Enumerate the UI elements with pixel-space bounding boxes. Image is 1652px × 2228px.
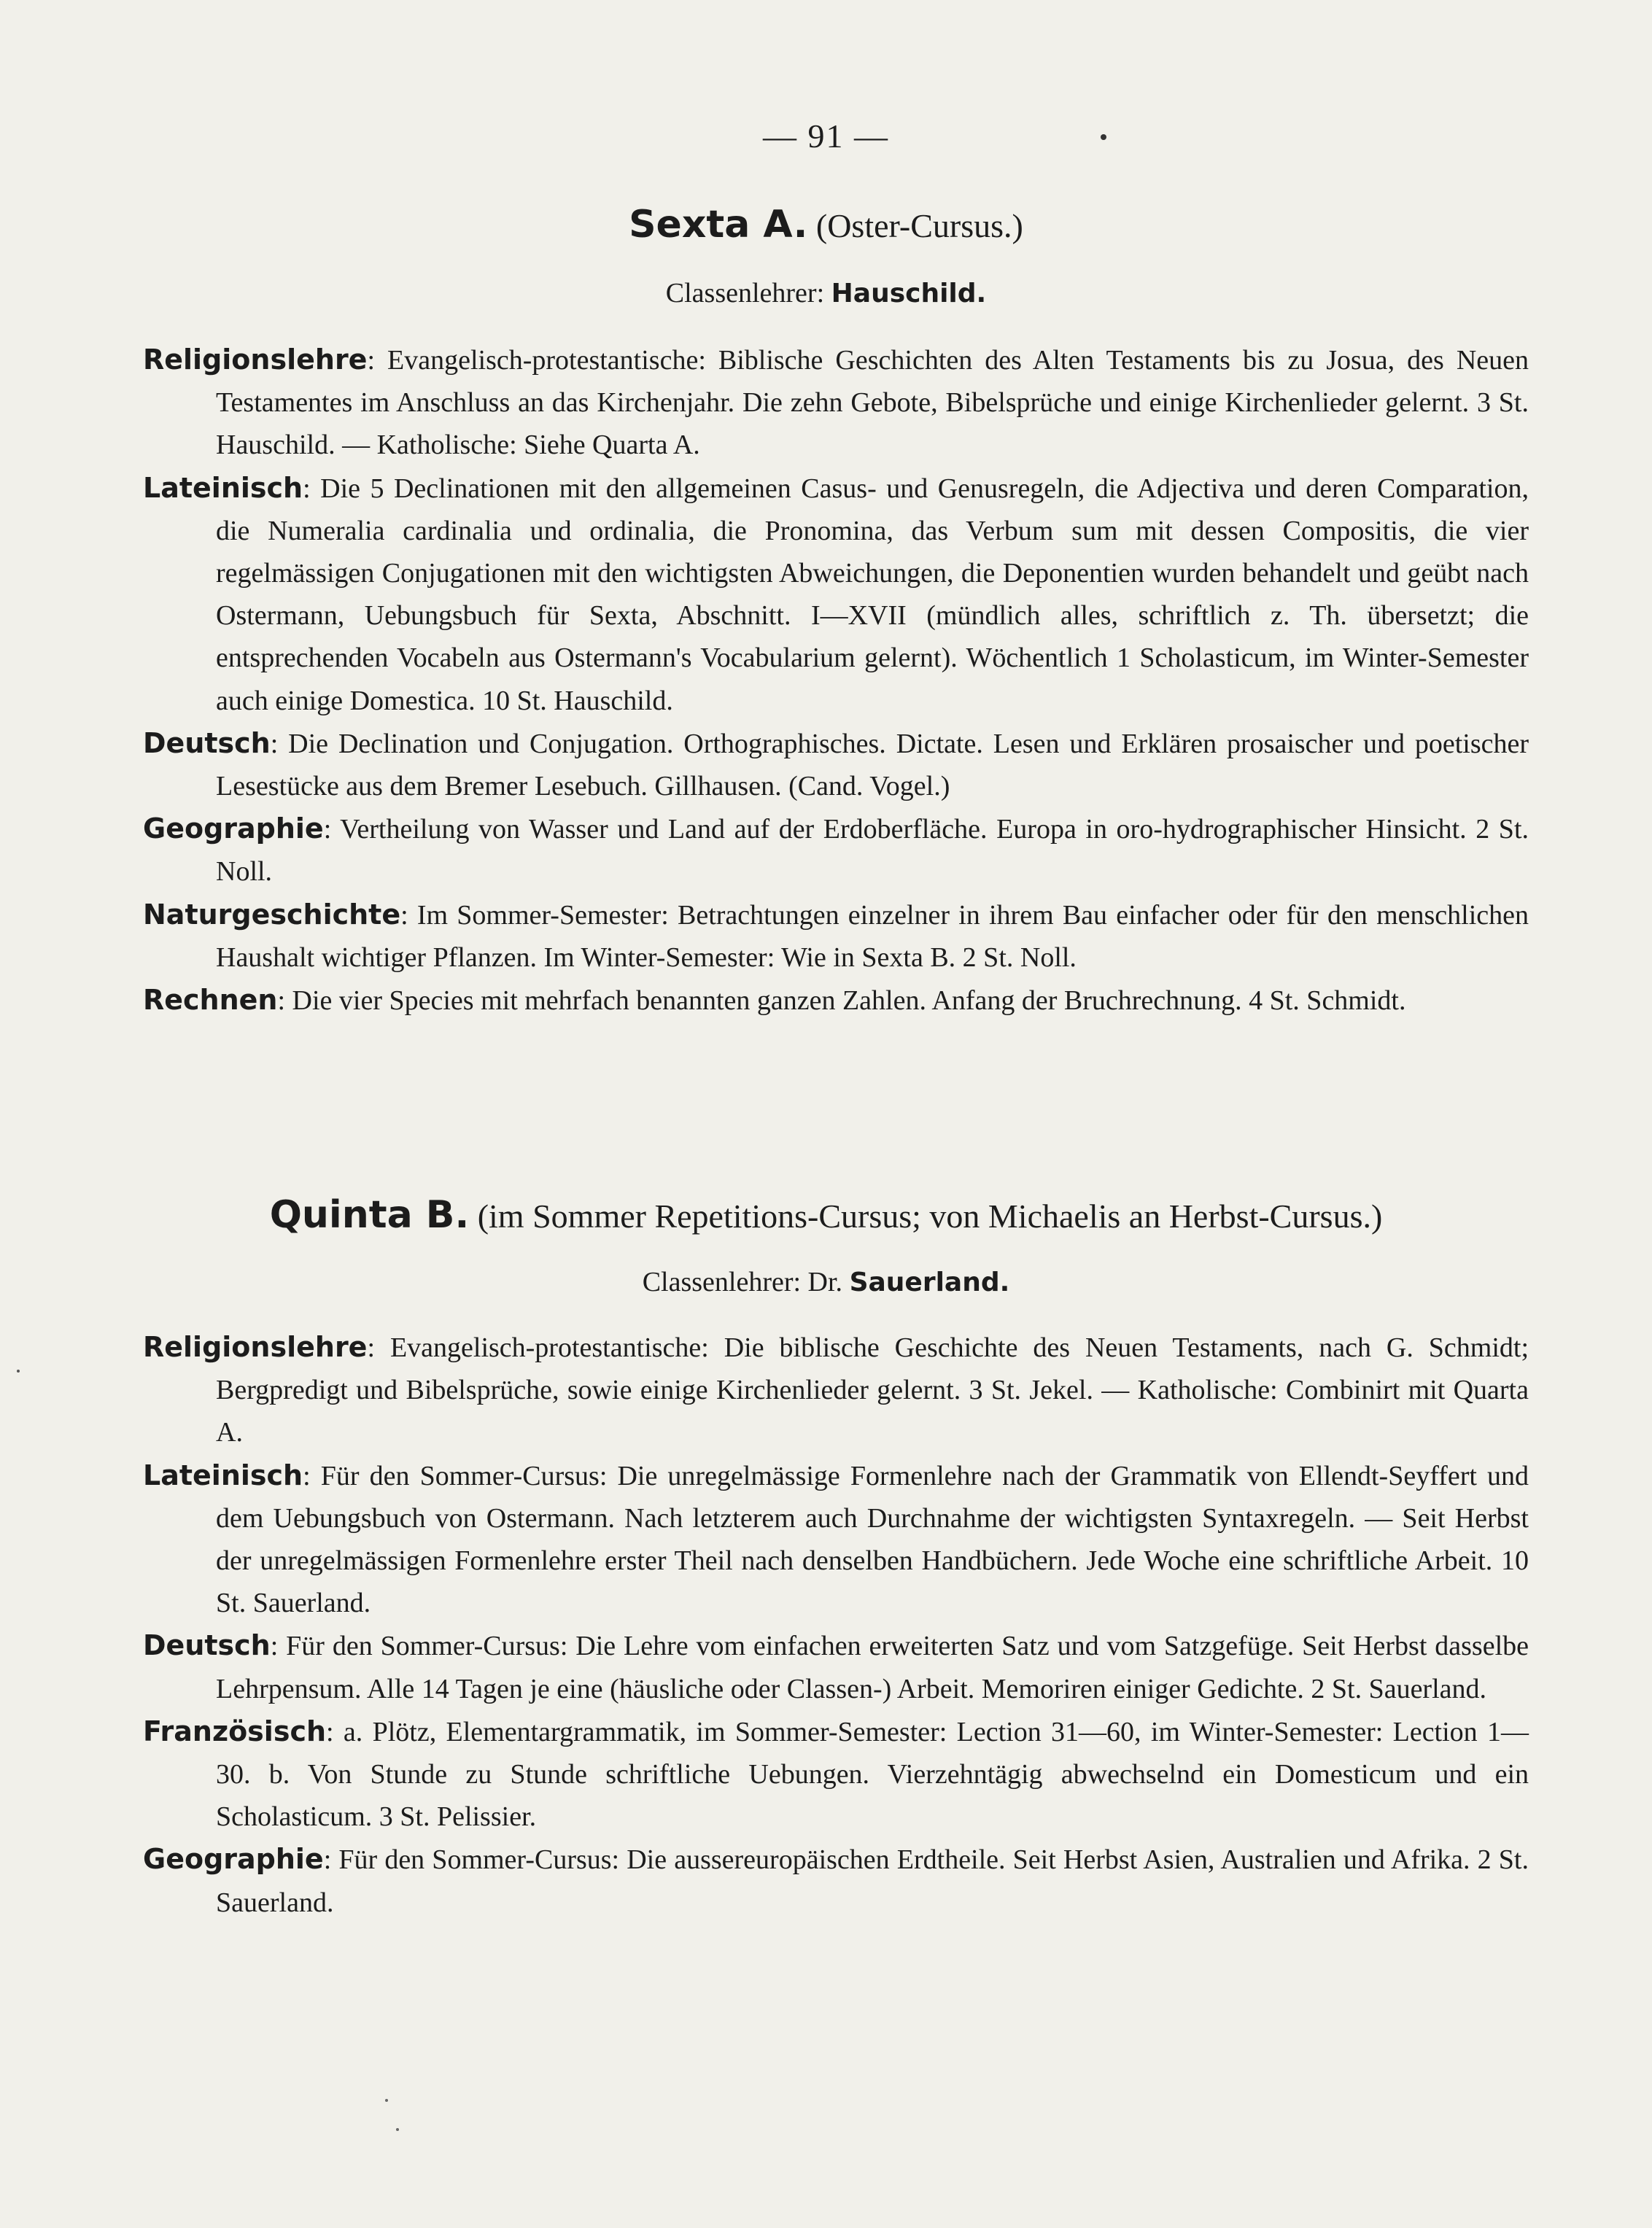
class-teacher-line bbox=[0, 1266, 1652, 1298]
entry bbox=[143, 1838, 1529, 1923]
entry bbox=[143, 979, 1529, 1022]
entry bbox=[143, 467, 1529, 722]
section-title-quinta-b bbox=[0, 1193, 1652, 1237]
entry-text: : a. Plötz, Elementargrammatik, im Sommer-Semester: Lection 31—60, im Winter-Semester: Lection 1—30. b. Von Stunde zu Stunde schriftliche Uebungen. Vierzehntägig abwechselnd ein Domesticum und ein Scholasticum. 3 St. Pelissier. bbox=[216, 1716, 1529, 1833]
section-title-bold: Quinta B. bbox=[269, 1193, 470, 1237]
entry-text: : Im Sommer-Semester: Betrachtungen einzelner in ihrem Bau einfacher oder für den menschlichen Haushalt wichtiger Pflanzen. Im Winter-Semester: Wie in Sexta B. 2 St. Noll. bbox=[216, 899, 1529, 973]
entry-text: : Vertheilung von Wasser und Land auf der Erdoberfläche. Europa in oro-hydrographischer Hinsicht. 2 St. Noll. bbox=[216, 814, 1529, 888]
entry-subject: Religionslehre bbox=[143, 1331, 368, 1363]
entry-subject: Französisch bbox=[143, 1715, 327, 1747]
entry bbox=[143, 807, 1529, 893]
entry bbox=[143, 1710, 1529, 1839]
entry-list-quinta-b bbox=[143, 1326, 1529, 1924]
speck-mark bbox=[385, 2099, 388, 2102]
entry bbox=[143, 1624, 1529, 1709]
section-title-sexta-a bbox=[0, 203, 1652, 247]
teacher-label: Classenlehrer: bbox=[665, 278, 831, 308]
entry-subject: Geographie bbox=[143, 1843, 324, 1876]
page-number: — 91 — bbox=[763, 117, 889, 155]
entry-text: : Evangelisch-protestantische: Biblische Geschichten des Alten Testaments bis zu Josua, des Neuen Testamentes im Anschluss an das Kirchenjahr. Die zehn Gebote, Bibelsprüche und einige Kirchenlieder gelernt. 3 St. Hauschild. — Katholische: Siehe Quarta A. bbox=[216, 345, 1529, 461]
entry-list-sexta-a bbox=[143, 338, 1529, 1022]
teacher-name: Hauschild. bbox=[831, 279, 987, 308]
entry bbox=[143, 338, 1529, 467]
speck-mark bbox=[17, 1370, 20, 1373]
entry-subject: Naturgeschichte bbox=[143, 898, 401, 931]
speck-mark bbox=[396, 2128, 399, 2131]
entry-text: : Für den Sommer-Cursus: Die aussereuropäischen Erdtheile. Seit Herbst Asien, Australien und Afrika. 2 St. Sauerland. bbox=[216, 1844, 1529, 1918]
entry-text: : Die vier Species mit mehrfach benannten ganzen Zahlen. Anfang der Bruchrechnung. 4 St. Schmidt. bbox=[277, 985, 1406, 1017]
entry-subject: Geographie bbox=[143, 812, 324, 845]
entry-subject: Deutsch bbox=[143, 1629, 271, 1662]
section-title-bold: Sexta A. bbox=[629, 203, 808, 247]
entry-subject: Rechnen bbox=[143, 984, 278, 1017]
section-title-rest: (Oster-Cursus.) bbox=[807, 207, 1023, 244]
entry bbox=[143, 1454, 1529, 1625]
entry bbox=[143, 893, 1529, 979]
entry-subject: Lateinisch bbox=[143, 471, 303, 504]
entry-subject: Religionslehre bbox=[143, 343, 368, 376]
section-title-rest: (im Sommer Repetitions-Cursus; von Michaelis an Herbst-Cursus.) bbox=[469, 1198, 1383, 1235]
entry-text: : Evangelisch-protestantische: Die biblische Geschichte des Neuen Testaments, nach G. Schmidt; Bergpredigt und Bibelsprüche, sowie einige Kirchenlieder gelernt. 3 St. Jekel. — Katholische: Combinirt mit Quarta A. bbox=[216, 1332, 1529, 1448]
teacher-name: Sauerland. bbox=[849, 1268, 1010, 1297]
class-teacher-line bbox=[0, 277, 1652, 309]
entry bbox=[143, 722, 1529, 807]
entry bbox=[143, 1326, 1529, 1454]
entry-text: : Für den Sommer-Cursus: Die unregelmässige Formenlehre nach der Grammatik von Ellendt-Seyffert und dem Uebungsbuch von Ostermann. Nach letzterem auch Durchnahme der wichtigsten Syntaxregeln. — Seit Herbst der unregelmässigen Formenlehre erster Theil nach denselben Handbüchern. Jede Woche eine schriftliche Arbeit. 10 St. Sauerland. bbox=[216, 1460, 1529, 1619]
entry-text: : Für den Sommer-Cursus: Die Lehre vom einfachen erweiterten Satz und vom Satzgefüge. Seit Herbst dasselbe Lehrpensum. Alle 14 Tagen je eine (häusliche oder Classen-) Arbeit. Memoriren einiger Gedichte. 2 St. Sauerland. bbox=[216, 1631, 1529, 1704]
entry-text: : Die Declination und Conjugation. Orthographisches. Dictate. Lesen und Erklären prosaischer und poetischer Lesestücke aus dem Bremer Lesebuch. Gillhausen. (Cand. Vogel.) bbox=[216, 728, 1529, 802]
entry-subject: Deutsch bbox=[143, 726, 271, 759]
entry-subject: Lateinisch bbox=[143, 1459, 303, 1491]
teacher-label: Classenlehrer: Dr. bbox=[642, 1267, 850, 1297]
entry-text: : Die 5 Declinationen mit den allgemeinen Casus- und Genusregeln, die Adjectiva und deren Comparation, die Numeralia cardinalia und ordinalia, die Pronomina, das Verbum sum mit dessen Compositis, die vier regelmässigen Conjugationen mit den wichtigsten Abweichungen, die Deponentien wurden behandelt und geübt nach Ostermann, Uebungsbuch für Sexta, Abschnitt. I—XVII (mündlich alles, schriftlich z. Th. übersetzt; die entsprechenden Vocabeln aus Ostermann's Vocabularium gelernt). Wöchentlich 1 Scholasticum, im Winter-Semester auch einige Domestica. 10 St. Hauschild. bbox=[216, 473, 1529, 716]
